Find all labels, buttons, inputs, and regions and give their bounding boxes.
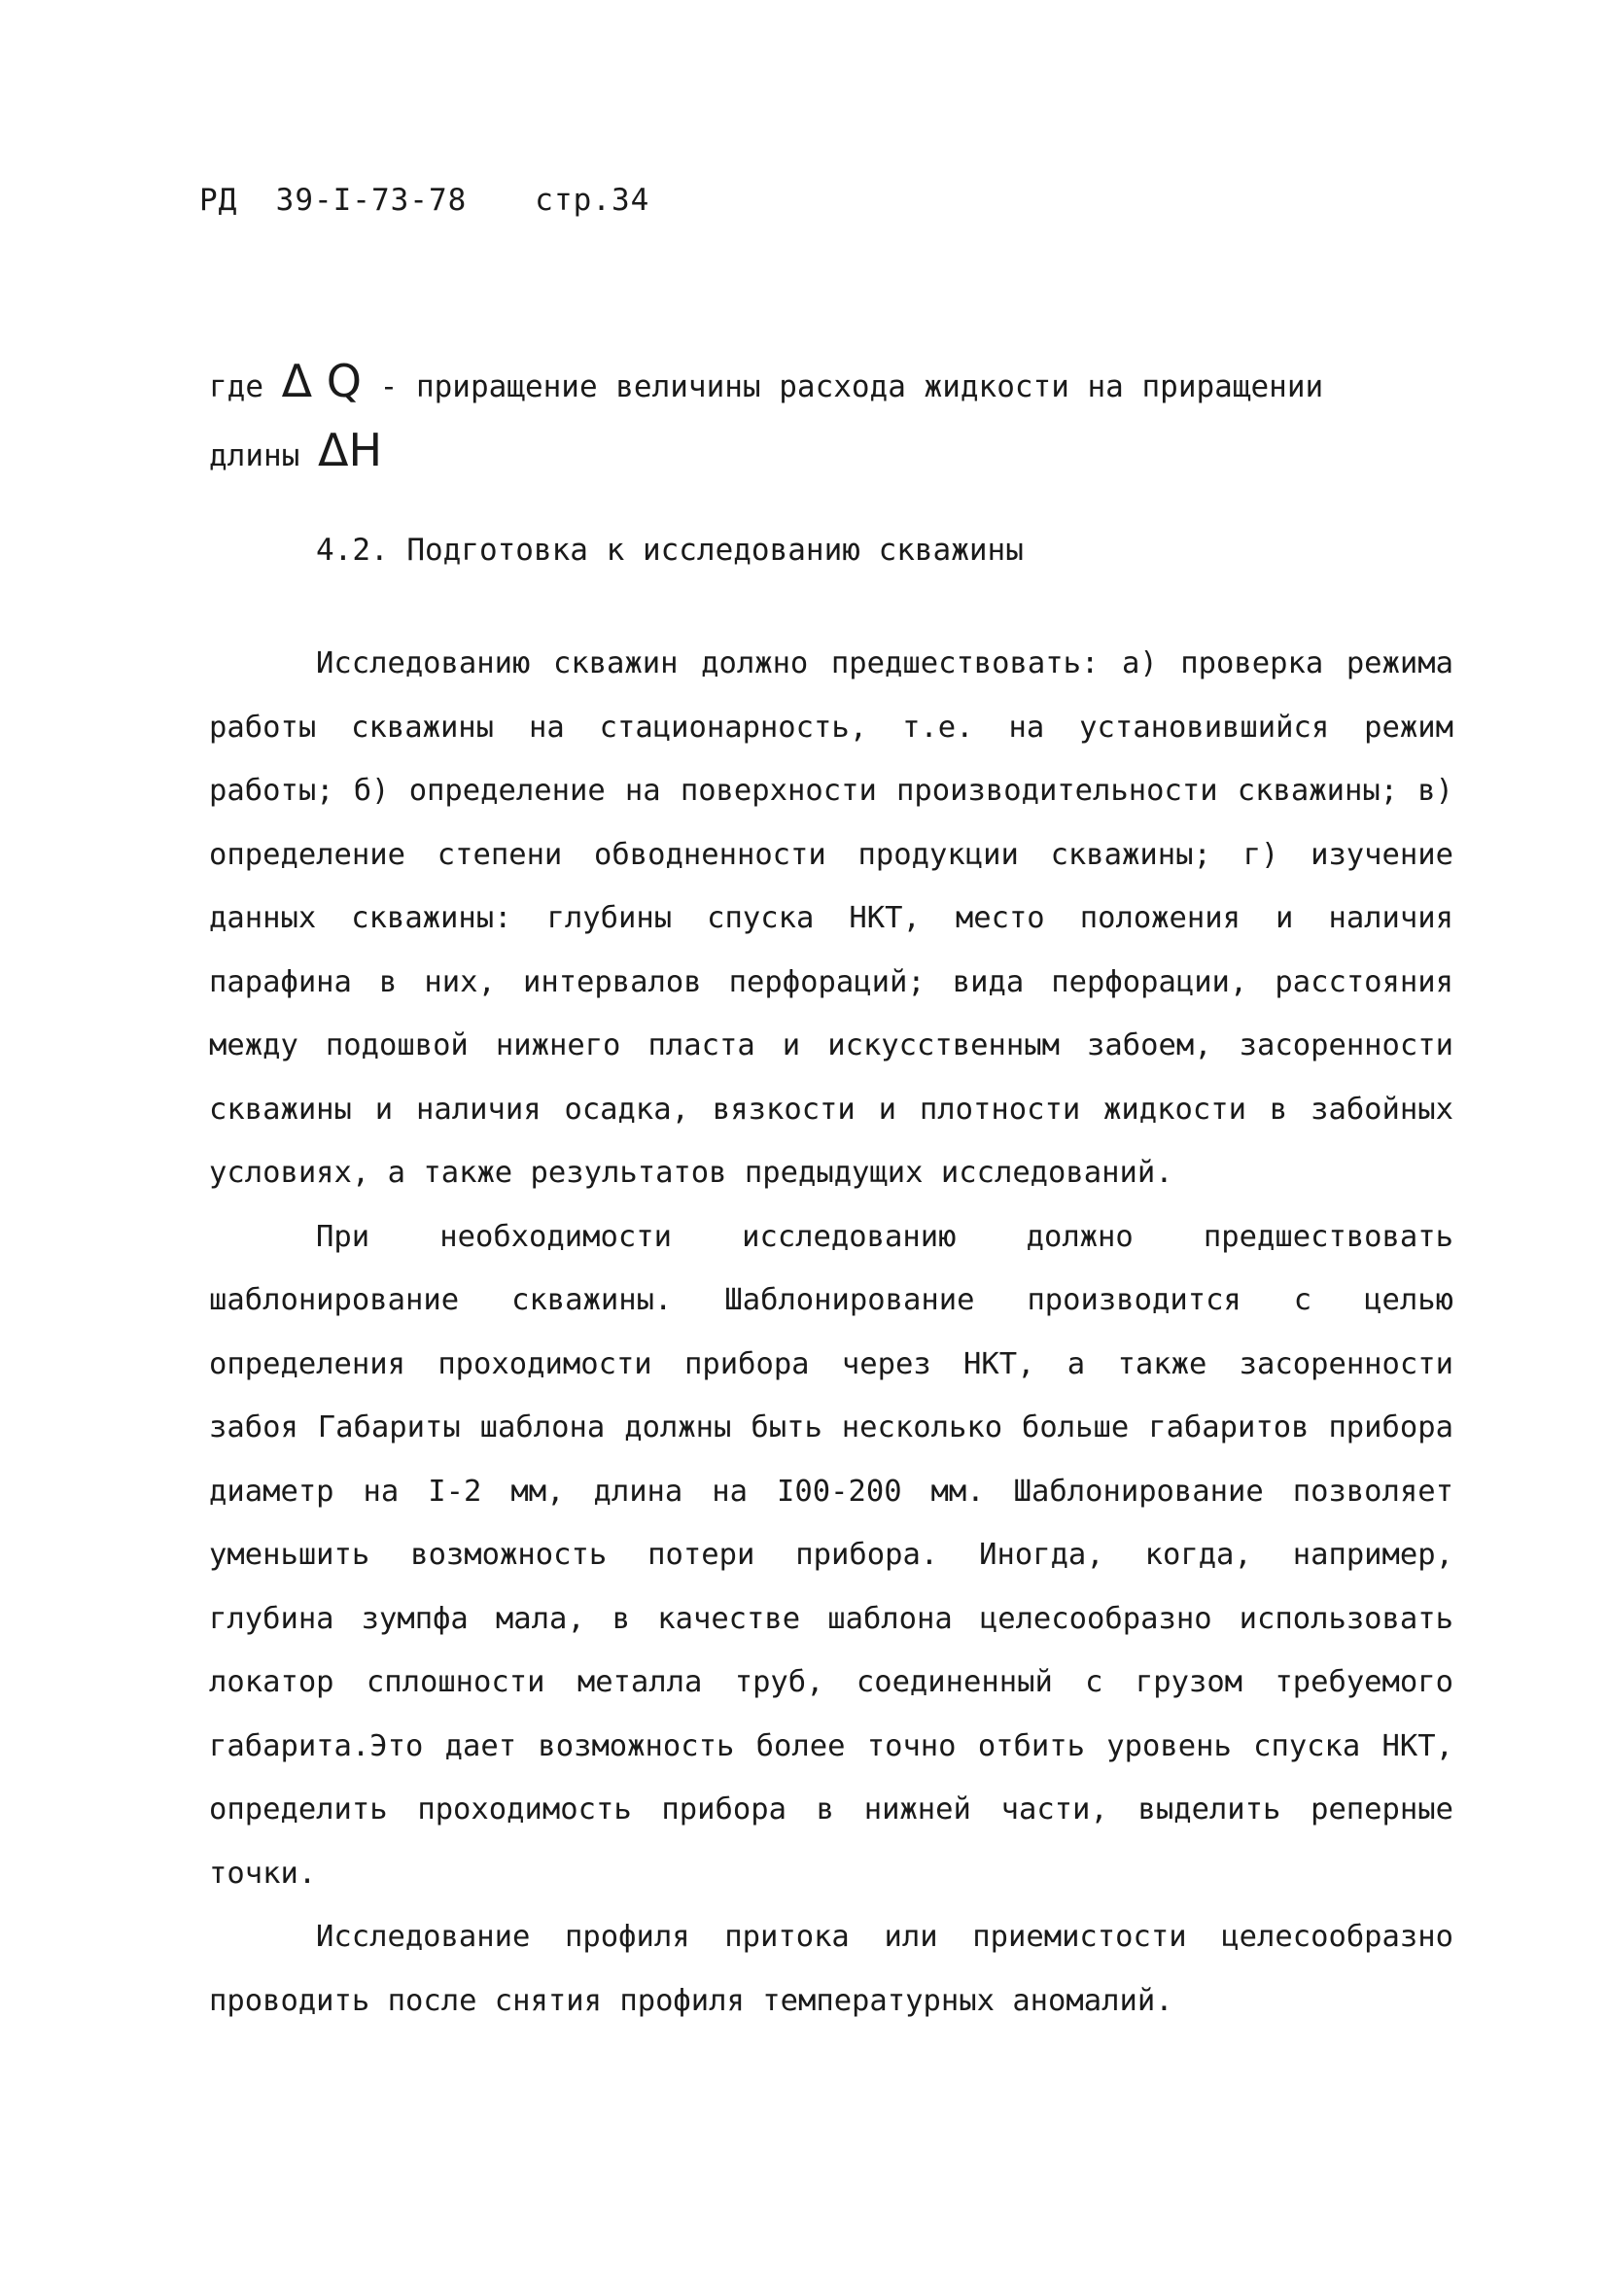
delta-h-symbol: ΔH	[318, 424, 383, 476]
delta-q-symbol: Δ Q	[281, 355, 362, 407]
formula-definition	[209, 350, 1424, 488]
paragraph-profile: Исследование профиля притока или приемистости целесообразно проводить после снятия профиля температурных аномалий.	[209, 1920, 1453, 2018]
paragraph-templating: При необходимости исследованию должно предшествовать шаблонирование скважины. Шаблонирование производится с целью определения проходимости прибора через НКТ, а также засоренности забоя Габариты шаблона должны быть несколько больше габаритов прибора диаметр на I-2 мм, длина на I00-200 мм. Шаблонирование позволяет уменьшить возможность потери прибора. Иногда, когда, например, глубина зумпфа мала, в качестве шаблона целесообразно использовать локатор сплошности металла труб, соединенный с грузом требуемого габарита.Это дает возможность более точно отбить уровень спуска НКТ, определить проходимость прибора в нижней части, выделить реперные точки.	[209, 1219, 1453, 1891]
formula-length-word: длины	[209, 438, 300, 473]
body-text	[209, 632, 1453, 2033]
formula-second-line	[209, 419, 1424, 488]
formula-description: - приращение величины расхода жидкости на приращении	[379, 369, 1324, 404]
document-code: РД 39-I-73-78	[199, 183, 468, 218]
page-header	[199, 183, 649, 218]
page-number: стр.34	[535, 183, 650, 218]
paragraph-preparation: Исследованию скважин должно предшествовать: а) проверка режима работы скважины на стационарность, т.е. на установившийся режим работы; б) определение на поверхности производительности скважины; в) определение степени обводненности продукции скважины; г) изучение данных скважины: глубины спуска НКТ, место положения и наличия парафина в них, интервалов перфораций; вида перфорации, расстояния между подошвой нижнего пласта и искусственным забоем, засоренности скважины и наличия осадка, вязкости и плотности жидкости в забойных условиях, а также результатов предыдущих исследований.	[209, 646, 1453, 1190]
formula-where-word: где	[209, 369, 263, 404]
section-heading: 4.2. Подготовка к исследованию скважины	[316, 533, 1024, 568]
